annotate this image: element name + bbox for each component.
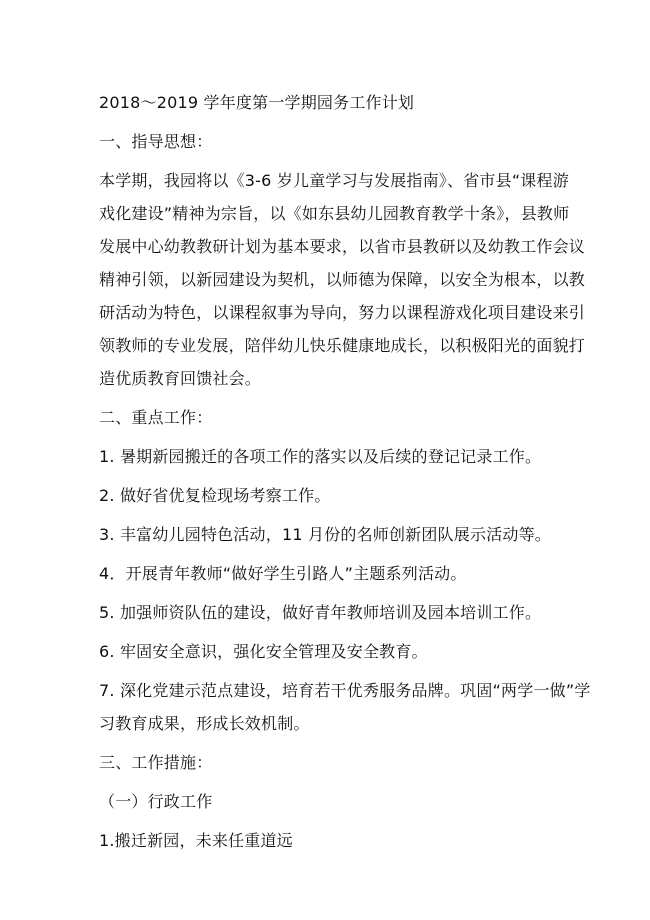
paragraph-line: 领教师的专业发展，陪伴幼儿快乐健康地成长，以积极阳光的面貌打	[99, 336, 586, 355]
document-body	[99, 86, 591, 857]
paragraph-line: 7. 深化党建示范点建设，培育若干优秀服务品牌。巩固“两学一做”学	[99, 681, 591, 700]
section1-paragraph	[99, 164, 586, 395]
section2-heading: 二、重点工作：	[99, 408, 213, 427]
paragraph-line: 本学期，我园将以《3-6 岁儿童学习与发展指南》、省市县“课程游	[99, 171, 569, 190]
section2-item-3: 3. 丰富幼儿园特色活动，11 月份的名师创新团队展示活动等。	[99, 525, 551, 544]
section2-item-2: 2. 做好省优复检现场考察工作。	[99, 486, 331, 505]
section2-item-1: 1. 暑期新园搬迁的各项工作的落实以及后续的登记记录工作。	[99, 447, 542, 466]
document-title: 2018～2019 学年度第一学期园务工作计划	[99, 93, 415, 112]
section2-item-6: 6. 牢固安全意识，强化安全管理及安全教育。	[99, 642, 428, 661]
paragraph-line: 习教育成果，形成长效机制。	[99, 714, 310, 733]
section3-item-1: 1.搬迁新园，未来任重道远	[99, 831, 293, 850]
paragraph-line: 戏化建设”精神为宗旨，以《如东县幼儿园教育教学十条》，县教师	[99, 204, 570, 223]
section3-subheading: （一）行政工作	[99, 792, 213, 811]
paragraph-line: 精神引领，以新园建设为契机，以师德为保障，以安全为根本，以教	[99, 270, 586, 289]
section2-item-7	[99, 674, 591, 740]
section2-item-5: 5. 加强师资队伍的建设，做好青年教师培训及园本培训工作。	[99, 603, 542, 622]
section3-heading: 三、工作措施：	[99, 753, 213, 772]
section1-heading: 一、指导思想：	[99, 132, 213, 151]
paragraph-line: 研活动为特色，以课程叙事为导向，努力以课程游戏化项目建设来引	[99, 303, 586, 322]
paragraph-line: 发展中心幼教教研计划为基本要求，以省市县教研以及幼教工作会议	[99, 237, 586, 256]
paragraph-line: 造优质教育回馈社会。	[99, 369, 262, 388]
section2-item-4: 4．开展青年教师“做好学生引路人”主题系列活动。	[99, 564, 467, 583]
